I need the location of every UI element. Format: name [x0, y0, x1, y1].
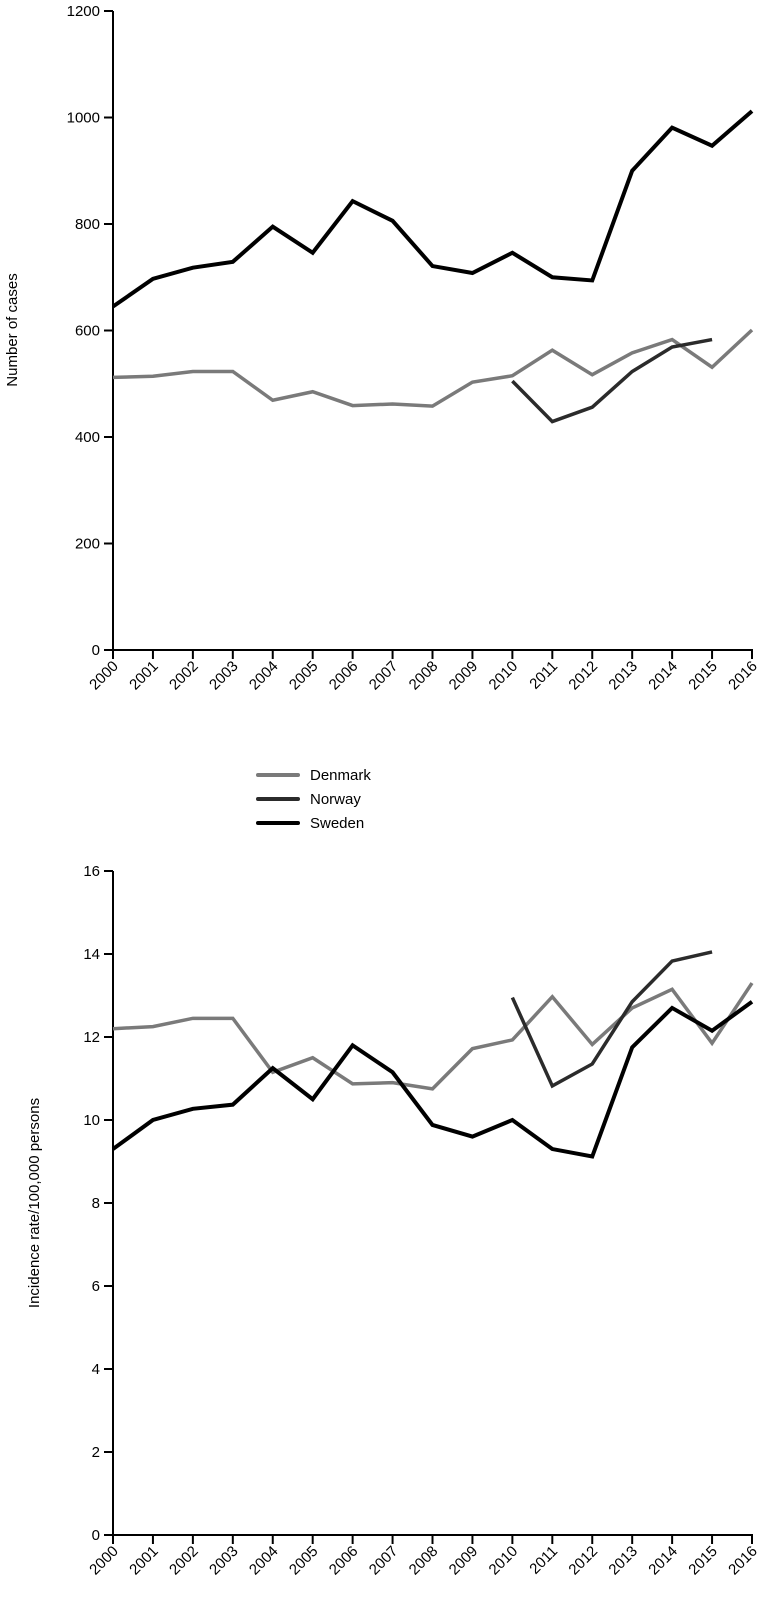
cases-y-tick-label: 800	[74, 216, 100, 233]
incidence-x-tick-label: 2012	[565, 1542, 602, 1579]
incidence-x-tick-label: 2000	[86, 1542, 122, 1579]
cases-line-sweden	[113, 111, 752, 306]
incidence-x-tick-label: 2004	[245, 1542, 282, 1579]
cases-x-tick-label: 2016	[725, 657, 761, 694]
cases-y-tick-label: 1000	[66, 109, 100, 127]
incidence-chart-axes	[83, 863, 761, 1578]
incidence-x-tick-label: 2001	[126, 1542, 162, 1579]
incidence-y-tick-label: 12	[83, 1029, 100, 1046]
cases-y-tick-label: 200	[74, 535, 100, 553]
incidence-x-tick-label: 2008	[405, 1542, 442, 1579]
incidence-x-tick-label: 2016	[725, 1542, 761, 1579]
cases-y-tick-label: 1200	[66, 3, 100, 20]
cases-x-tick-label: 2014	[645, 657, 681, 694]
cases-x-tick-label: 2000	[86, 657, 122, 694]
cases-x-tick-label: 2001	[126, 657, 162, 694]
incidence-x-tick-label: 2005	[285, 1542, 322, 1579]
incidence-x-tick-label: 2010	[485, 1542, 522, 1579]
legend	[258, 767, 371, 832]
incidence-chart	[26, 863, 761, 1578]
cases-x-tick-label: 2010	[485, 657, 522, 694]
legend-label-sweden: Sweden	[310, 815, 365, 832]
incidence-x-tick-label: 2009	[445, 1542, 482, 1579]
cases-x-tick-label: 2011	[526, 657, 562, 693]
cases-y-axis-title: Number of cases	[4, 273, 21, 387]
cases-x-tick-label: 2005	[285, 657, 322, 694]
cases-x-tick-label: 2003	[206, 657, 242, 694]
cases-y-tick-label: 0	[91, 642, 100, 659]
incidence-x-tick-label: 2013	[605, 1542, 642, 1579]
cases-x-tick-label: 2012	[565, 657, 602, 694]
incidence-x-tick-label: 2015	[685, 1542, 721, 1579]
cases-line-norway	[512, 340, 712, 422]
incidence-y-tick-label: 14	[83, 946, 100, 963]
cases-chart-axes	[67, 3, 761, 693]
incidence-line-sweden	[113, 1002, 752, 1157]
incidence-x-tick-label: 2006	[325, 1542, 362, 1579]
incidence-line-denmark	[113, 983, 752, 1089]
cases-x-tick-label: 2009	[445, 657, 482, 694]
incidence-chart-lines	[113, 952, 752, 1157]
incidence-line-norway	[512, 952, 712, 1086]
cases-chart-lines	[113, 111, 752, 421]
cases-x-tick-label: 2008	[405, 657, 442, 694]
incidence-y-tick-label: 4	[91, 1361, 100, 1378]
incidence-y-tick-label: 10	[83, 1112, 100, 1129]
cases-x-tick-label: 2002	[166, 657, 202, 694]
incidence-y-tick-label: 6	[91, 1278, 100, 1295]
incidence-x-tick-label: 2011	[526, 1542, 562, 1578]
cases-x-tick-label: 2006	[325, 657, 362, 694]
cases-x-tick-label: 2004	[245, 657, 282, 694]
cases-x-tick-label: 2007	[365, 657, 402, 694]
cases-y-tick-label: 600	[74, 322, 100, 340]
cases-chart	[4, 3, 761, 693]
incidence-x-tick-label: 2014	[645, 1542, 681, 1579]
legend-label-norway: Norway	[310, 791, 361, 808]
incidence-x-tick-label: 2007	[365, 1542, 402, 1579]
incidence-x-tick-label: 2002	[166, 1542, 202, 1579]
cases-x-tick-label: 2013	[605, 657, 642, 694]
cases-line-denmark	[113, 330, 752, 406]
incidence-y-axis-title: Incidence rate/100,000 persons	[26, 1097, 43, 1309]
incidence-y-tick-label: 2	[91, 1444, 100, 1461]
cases-y-tick-label: 400	[74, 429, 100, 446]
incidence-y-tick-label: 0	[91, 1527, 100, 1544]
cases-x-tick-label: 2015	[685, 657, 721, 694]
legend-label-denmark: Denmark	[310, 767, 371, 784]
incidence-x-tick-label: 2003	[206, 1542, 242, 1579]
incidence-y-tick-label: 8	[91, 1195, 100, 1212]
incidence-y-tick-label: 16	[83, 863, 100, 880]
